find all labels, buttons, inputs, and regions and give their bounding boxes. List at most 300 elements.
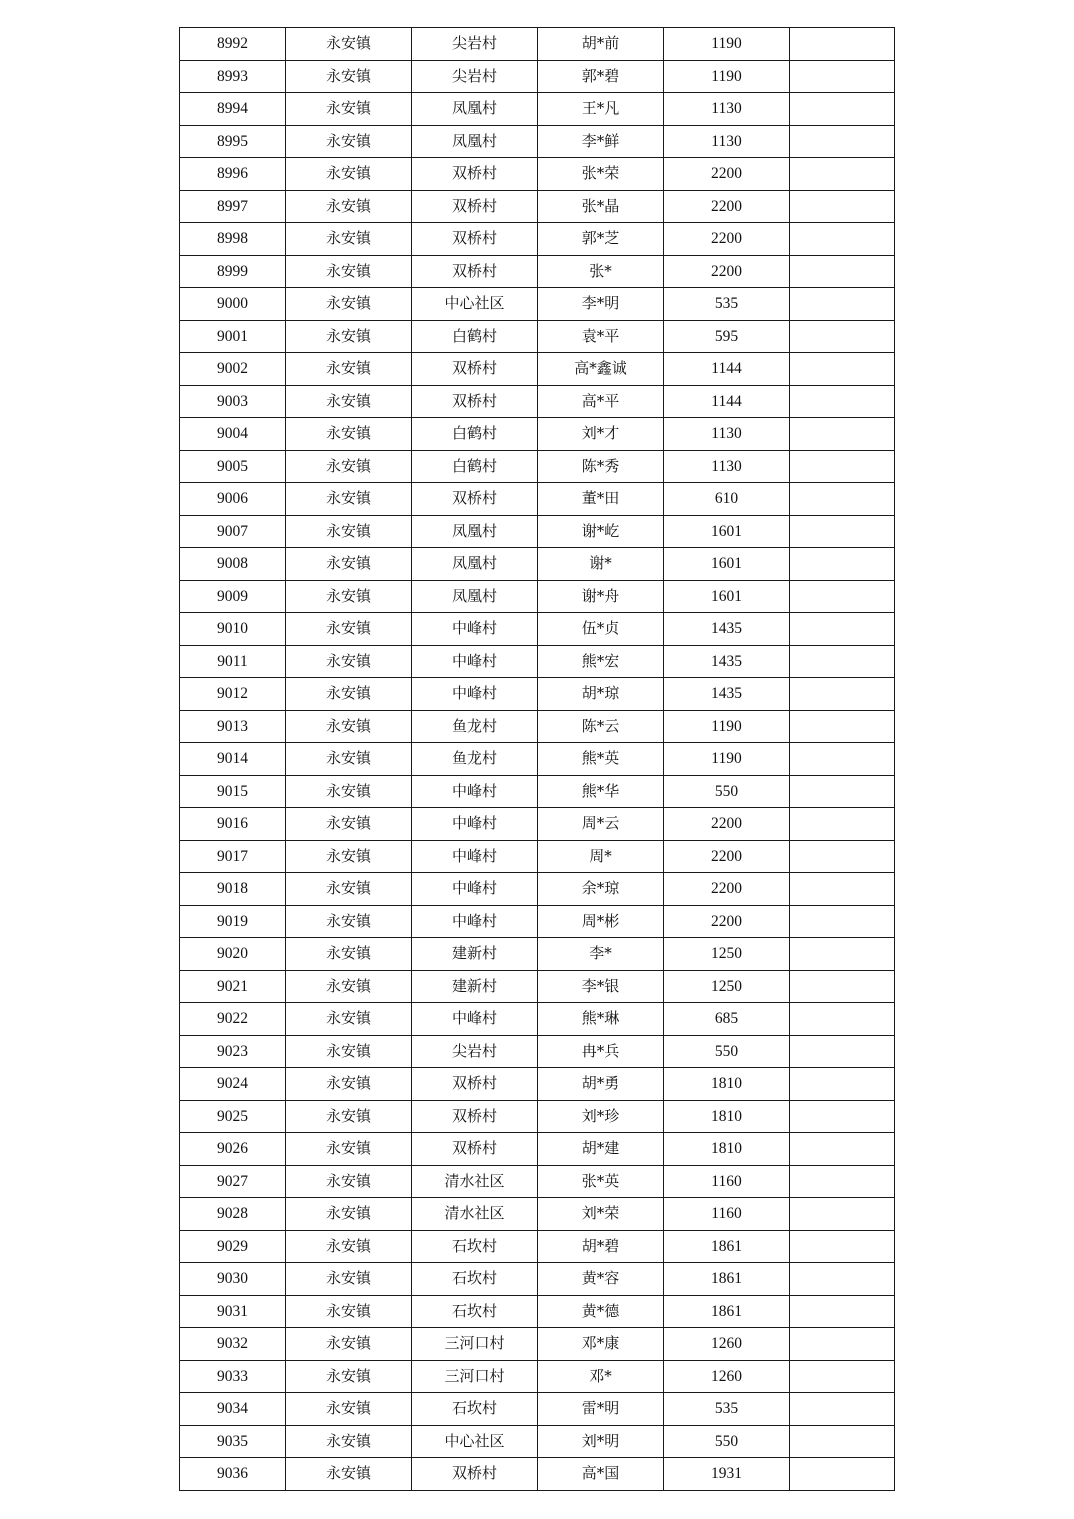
town-cell: 永安镇	[286, 1100, 412, 1133]
name-cell: 高*国	[538, 1458, 664, 1491]
name-cell: 刘*珍	[538, 1100, 664, 1133]
town-cell: 永安镇	[286, 743, 412, 776]
village-cell: 双桥村	[412, 158, 538, 191]
amount-cell: 1144	[664, 353, 790, 386]
row-number-cell: 8999	[180, 255, 286, 288]
table-row	[180, 320, 895, 353]
table-row	[180, 873, 895, 906]
amount-cell: 2200	[664, 808, 790, 841]
amount-cell: 1130	[664, 418, 790, 451]
remark-cell	[790, 125, 895, 158]
name-cell: 胡*勇	[538, 1068, 664, 1101]
name-cell: 熊*宏	[538, 645, 664, 678]
table-row	[180, 190, 895, 223]
name-cell: 高*平	[538, 385, 664, 418]
row-number-cell: 9008	[180, 548, 286, 581]
town-cell: 永安镇	[286, 385, 412, 418]
row-number-cell: 8993	[180, 60, 286, 93]
village-cell: 双桥村	[412, 223, 538, 256]
amount-cell: 1160	[664, 1165, 790, 1198]
table-row	[180, 743, 895, 776]
name-cell: 谢*舟	[538, 580, 664, 613]
town-cell: 永安镇	[286, 1328, 412, 1361]
remark-cell	[790, 645, 895, 678]
table-row	[180, 1360, 895, 1393]
town-cell: 永安镇	[286, 710, 412, 743]
remark-cell	[790, 808, 895, 841]
row-number-cell: 8995	[180, 125, 286, 158]
amount-cell: 535	[664, 1393, 790, 1426]
row-number-cell: 9013	[180, 710, 286, 743]
amount-cell: 1810	[664, 1100, 790, 1133]
row-number-cell: 9000	[180, 288, 286, 321]
amount-cell: 1260	[664, 1360, 790, 1393]
row-number-cell: 9011	[180, 645, 286, 678]
row-number-cell: 9002	[180, 353, 286, 386]
remark-cell	[790, 970, 895, 1003]
amount-cell: 1435	[664, 678, 790, 711]
town-cell: 永安镇	[286, 873, 412, 906]
village-cell: 中心社区	[412, 288, 538, 321]
name-cell: 谢*	[538, 548, 664, 581]
village-cell: 双桥村	[412, 1458, 538, 1491]
name-cell: 张*英	[538, 1165, 664, 1198]
table-row	[180, 1263, 895, 1296]
amount-cell: 1260	[664, 1328, 790, 1361]
amount-cell: 610	[664, 483, 790, 516]
town-cell: 永安镇	[286, 1133, 412, 1166]
town-cell: 永安镇	[286, 255, 412, 288]
row-number-cell: 8997	[180, 190, 286, 223]
village-cell: 鱼龙村	[412, 743, 538, 776]
village-cell: 中峰村	[412, 873, 538, 906]
amount-cell: 535	[664, 288, 790, 321]
town-cell: 永安镇	[286, 483, 412, 516]
name-cell: 周*	[538, 840, 664, 873]
village-cell: 双桥村	[412, 483, 538, 516]
row-number-cell: 9031	[180, 1295, 286, 1328]
table-row	[180, 1068, 895, 1101]
table-body	[180, 28, 895, 1491]
row-number-cell: 8996	[180, 158, 286, 191]
name-cell: 李*明	[538, 288, 664, 321]
remark-cell	[790, 1003, 895, 1036]
amount-cell: 1130	[664, 93, 790, 126]
town-cell: 永安镇	[286, 678, 412, 711]
town-cell: 永安镇	[286, 613, 412, 646]
table-row	[180, 60, 895, 93]
remark-cell	[790, 1393, 895, 1426]
name-cell: 张*晶	[538, 190, 664, 223]
name-cell: 刘*才	[538, 418, 664, 451]
remark-cell	[790, 1458, 895, 1491]
table-row	[180, 970, 895, 1003]
remark-cell	[790, 873, 895, 906]
name-cell: 胡*建	[538, 1133, 664, 1166]
row-number-cell: 9024	[180, 1068, 286, 1101]
town-cell: 永安镇	[286, 1198, 412, 1231]
town-cell: 永安镇	[286, 450, 412, 483]
table-row	[180, 645, 895, 678]
name-cell: 胡*碧	[538, 1230, 664, 1263]
name-cell: 郭*碧	[538, 60, 664, 93]
table-row	[180, 125, 895, 158]
row-number-cell: 9005	[180, 450, 286, 483]
village-cell: 鱼龙村	[412, 710, 538, 743]
name-cell: 熊*琳	[538, 1003, 664, 1036]
table-row	[180, 483, 895, 516]
village-cell: 凤凰村	[412, 125, 538, 158]
table-row	[180, 418, 895, 451]
village-cell: 双桥村	[412, 1133, 538, 1166]
village-cell: 双桥村	[412, 1100, 538, 1133]
table-row	[180, 548, 895, 581]
village-cell: 双桥村	[412, 353, 538, 386]
name-cell: 胡*前	[538, 28, 664, 61]
table-row	[180, 1198, 895, 1231]
village-cell: 中峰村	[412, 1003, 538, 1036]
village-cell: 双桥村	[412, 255, 538, 288]
amount-cell: 1250	[664, 938, 790, 971]
name-cell: 袁*平	[538, 320, 664, 353]
town-cell: 永安镇	[286, 353, 412, 386]
table-row	[180, 580, 895, 613]
remark-cell	[790, 775, 895, 808]
town-cell: 永安镇	[286, 808, 412, 841]
remark-cell	[790, 158, 895, 191]
row-number-cell: 9022	[180, 1003, 286, 1036]
village-cell: 中峰村	[412, 645, 538, 678]
row-number-cell: 9010	[180, 613, 286, 646]
table-row	[180, 678, 895, 711]
table-row	[180, 1035, 895, 1068]
row-number-cell: 9020	[180, 938, 286, 971]
remark-cell	[790, 548, 895, 581]
row-number-cell: 9001	[180, 320, 286, 353]
town-cell: 永安镇	[286, 1263, 412, 1296]
village-cell: 三河口村	[412, 1328, 538, 1361]
remark-cell	[790, 613, 895, 646]
row-number-cell: 9016	[180, 808, 286, 841]
row-number-cell: 9021	[180, 970, 286, 1003]
town-cell: 永安镇	[286, 548, 412, 581]
village-cell: 尖岩村	[412, 28, 538, 61]
amount-cell: 1190	[664, 710, 790, 743]
row-number-cell: 9023	[180, 1035, 286, 1068]
remark-cell	[790, 1165, 895, 1198]
amount-cell: 550	[664, 1035, 790, 1068]
amount-cell: 685	[664, 1003, 790, 1036]
village-cell: 双桥村	[412, 1068, 538, 1101]
town-cell: 永安镇	[286, 580, 412, 613]
remark-cell	[790, 223, 895, 256]
table-row	[180, 1425, 895, 1458]
village-cell: 中峰村	[412, 840, 538, 873]
village-cell: 清水社区	[412, 1165, 538, 1198]
remark-cell	[790, 255, 895, 288]
village-cell: 清水社区	[412, 1198, 538, 1231]
town-cell: 永安镇	[286, 905, 412, 938]
amount-cell: 1190	[664, 28, 790, 61]
table-row	[180, 450, 895, 483]
remark-cell	[790, 1360, 895, 1393]
table-row	[180, 288, 895, 321]
remark-cell	[790, 678, 895, 711]
village-cell: 凤凰村	[412, 548, 538, 581]
town-cell: 永安镇	[286, 93, 412, 126]
table-row	[180, 840, 895, 873]
table-row	[180, 613, 895, 646]
row-number-cell: 9006	[180, 483, 286, 516]
town-cell: 永安镇	[286, 418, 412, 451]
remark-cell	[790, 1198, 895, 1231]
name-cell: 李*	[538, 938, 664, 971]
row-number-cell: 9017	[180, 840, 286, 873]
name-cell: 王*凡	[538, 93, 664, 126]
village-cell: 白鹤村	[412, 450, 538, 483]
row-number-cell: 9009	[180, 580, 286, 613]
table-row	[180, 255, 895, 288]
remark-cell	[790, 93, 895, 126]
remark-cell	[790, 840, 895, 873]
town-cell: 永安镇	[286, 1458, 412, 1491]
village-cell: 尖岩村	[412, 60, 538, 93]
name-cell: 熊*华	[538, 775, 664, 808]
town-cell: 永安镇	[286, 1393, 412, 1426]
name-cell: 陈*秀	[538, 450, 664, 483]
village-cell: 白鹤村	[412, 320, 538, 353]
amount-cell: 1861	[664, 1263, 790, 1296]
remark-cell	[790, 905, 895, 938]
amount-cell: 1810	[664, 1068, 790, 1101]
remark-cell	[790, 580, 895, 613]
remark-cell	[790, 320, 895, 353]
village-cell: 三河口村	[412, 1360, 538, 1393]
row-number-cell: 9034	[180, 1393, 286, 1426]
town-cell: 永安镇	[286, 158, 412, 191]
amount-cell: 1810	[664, 1133, 790, 1166]
amount-cell: 1435	[664, 645, 790, 678]
name-cell: 冉*兵	[538, 1035, 664, 1068]
village-cell: 中峰村	[412, 613, 538, 646]
row-number-cell: 8998	[180, 223, 286, 256]
remark-cell	[790, 938, 895, 971]
name-cell: 邓*	[538, 1360, 664, 1393]
row-number-cell: 9014	[180, 743, 286, 776]
village-cell: 石坎村	[412, 1295, 538, 1328]
village-cell: 中峰村	[412, 905, 538, 938]
village-cell: 中峰村	[412, 775, 538, 808]
table-row	[180, 1230, 895, 1263]
row-number-cell: 9027	[180, 1165, 286, 1198]
town-cell: 永安镇	[286, 515, 412, 548]
table-row	[180, 385, 895, 418]
name-cell: 伍*贞	[538, 613, 664, 646]
amount-cell: 1861	[664, 1295, 790, 1328]
remark-cell	[790, 1263, 895, 1296]
name-cell: 熊*英	[538, 743, 664, 776]
village-cell: 中峰村	[412, 678, 538, 711]
amount-cell: 2200	[664, 190, 790, 223]
town-cell: 永安镇	[286, 1230, 412, 1263]
table-row	[180, 158, 895, 191]
row-number-cell: 9007	[180, 515, 286, 548]
town-cell: 永安镇	[286, 1360, 412, 1393]
town-cell: 永安镇	[286, 125, 412, 158]
amount-cell: 1190	[664, 743, 790, 776]
village-cell: 凤凰村	[412, 515, 538, 548]
table-row	[180, 515, 895, 548]
town-cell: 永安镇	[286, 320, 412, 353]
name-cell: 张*	[538, 255, 664, 288]
town-cell: 永安镇	[286, 1068, 412, 1101]
amount-cell: 1250	[664, 970, 790, 1003]
town-cell: 永安镇	[286, 1035, 412, 1068]
remark-cell	[790, 385, 895, 418]
data-table	[179, 27, 895, 1491]
name-cell: 李*银	[538, 970, 664, 1003]
row-number-cell: 9026	[180, 1133, 286, 1166]
village-cell: 双桥村	[412, 190, 538, 223]
row-number-cell: 9028	[180, 1198, 286, 1231]
table-row	[180, 1393, 895, 1426]
row-number-cell: 9033	[180, 1360, 286, 1393]
town-cell: 永安镇	[286, 840, 412, 873]
table-row	[180, 1100, 895, 1133]
remark-cell	[790, 190, 895, 223]
remark-cell	[790, 1425, 895, 1458]
town-cell: 永安镇	[286, 28, 412, 61]
row-number-cell: 9030	[180, 1263, 286, 1296]
table-row	[180, 808, 895, 841]
table-row	[180, 938, 895, 971]
remark-cell	[790, 1230, 895, 1263]
row-number-cell: 9019	[180, 905, 286, 938]
row-number-cell: 9012	[180, 678, 286, 711]
name-cell: 刘*明	[538, 1425, 664, 1458]
village-cell: 建新村	[412, 970, 538, 1003]
amount-cell: 1130	[664, 450, 790, 483]
row-number-cell: 9004	[180, 418, 286, 451]
town-cell: 永安镇	[286, 190, 412, 223]
amount-cell: 1601	[664, 515, 790, 548]
table-row	[180, 28, 895, 61]
amount-cell: 595	[664, 320, 790, 353]
remark-cell	[790, 515, 895, 548]
name-cell: 张*荣	[538, 158, 664, 191]
village-cell: 石坎村	[412, 1230, 538, 1263]
town-cell: 永安镇	[286, 970, 412, 1003]
remark-cell	[790, 418, 895, 451]
row-number-cell: 9018	[180, 873, 286, 906]
village-cell: 凤凰村	[412, 580, 538, 613]
town-cell: 永安镇	[286, 938, 412, 971]
table-row	[180, 1003, 895, 1036]
village-cell: 中心社区	[412, 1425, 538, 1458]
amount-cell: 1601	[664, 548, 790, 581]
village-cell: 石坎村	[412, 1263, 538, 1296]
table-row	[180, 775, 895, 808]
name-cell: 刘*荣	[538, 1198, 664, 1231]
remark-cell	[790, 1295, 895, 1328]
amount-cell: 1160	[664, 1198, 790, 1231]
name-cell: 黄*德	[538, 1295, 664, 1328]
amount-cell: 2200	[664, 840, 790, 873]
village-cell: 双桥村	[412, 385, 538, 418]
amount-cell: 1601	[664, 580, 790, 613]
name-cell: 周*云	[538, 808, 664, 841]
amount-cell: 1435	[664, 613, 790, 646]
name-cell: 黄*容	[538, 1263, 664, 1296]
amount-cell: 1861	[664, 1230, 790, 1263]
name-cell: 董*田	[538, 483, 664, 516]
village-cell: 中峰村	[412, 808, 538, 841]
amount-cell: 2200	[664, 223, 790, 256]
town-cell: 永安镇	[286, 1425, 412, 1458]
amount-cell: 2200	[664, 873, 790, 906]
row-number-cell: 9029	[180, 1230, 286, 1263]
row-number-cell: 8994	[180, 93, 286, 126]
amount-cell: 2200	[664, 905, 790, 938]
row-number-cell: 9032	[180, 1328, 286, 1361]
row-number-cell: 9003	[180, 385, 286, 418]
name-cell: 胡*琼	[538, 678, 664, 711]
town-cell: 永安镇	[286, 1295, 412, 1328]
village-cell: 白鹤村	[412, 418, 538, 451]
remark-cell	[790, 710, 895, 743]
remark-cell	[790, 483, 895, 516]
table-row	[180, 1295, 895, 1328]
remark-cell	[790, 1100, 895, 1133]
table-row	[180, 1165, 895, 1198]
table-row	[180, 1328, 895, 1361]
name-cell: 周*彬	[538, 905, 664, 938]
town-cell: 永安镇	[286, 1165, 412, 1198]
remark-cell	[790, 1328, 895, 1361]
amount-cell: 1190	[664, 60, 790, 93]
amount-cell: 2200	[664, 255, 790, 288]
remark-cell	[790, 28, 895, 61]
amount-cell: 1931	[664, 1458, 790, 1491]
remark-cell	[790, 353, 895, 386]
table-row	[180, 93, 895, 126]
table-row	[180, 710, 895, 743]
remark-cell	[790, 1035, 895, 1068]
table-row	[180, 1458, 895, 1491]
amount-cell: 1130	[664, 125, 790, 158]
table-row	[180, 223, 895, 256]
amount-cell: 2200	[664, 158, 790, 191]
table-row	[180, 905, 895, 938]
amount-cell: 550	[664, 1425, 790, 1458]
table-row	[180, 353, 895, 386]
name-cell: 高*鑫诚	[538, 353, 664, 386]
name-cell: 谢*屹	[538, 515, 664, 548]
table-row	[180, 1133, 895, 1166]
amount-cell: 1144	[664, 385, 790, 418]
village-cell: 凤凰村	[412, 93, 538, 126]
name-cell: 李*鲜	[538, 125, 664, 158]
amount-cell: 550	[664, 775, 790, 808]
remark-cell	[790, 60, 895, 93]
name-cell: 郭*芝	[538, 223, 664, 256]
town-cell: 永安镇	[286, 223, 412, 256]
town-cell: 永安镇	[286, 60, 412, 93]
remark-cell	[790, 288, 895, 321]
name-cell: 邓*康	[538, 1328, 664, 1361]
row-number-cell: 9035	[180, 1425, 286, 1458]
row-number-cell: 9025	[180, 1100, 286, 1133]
